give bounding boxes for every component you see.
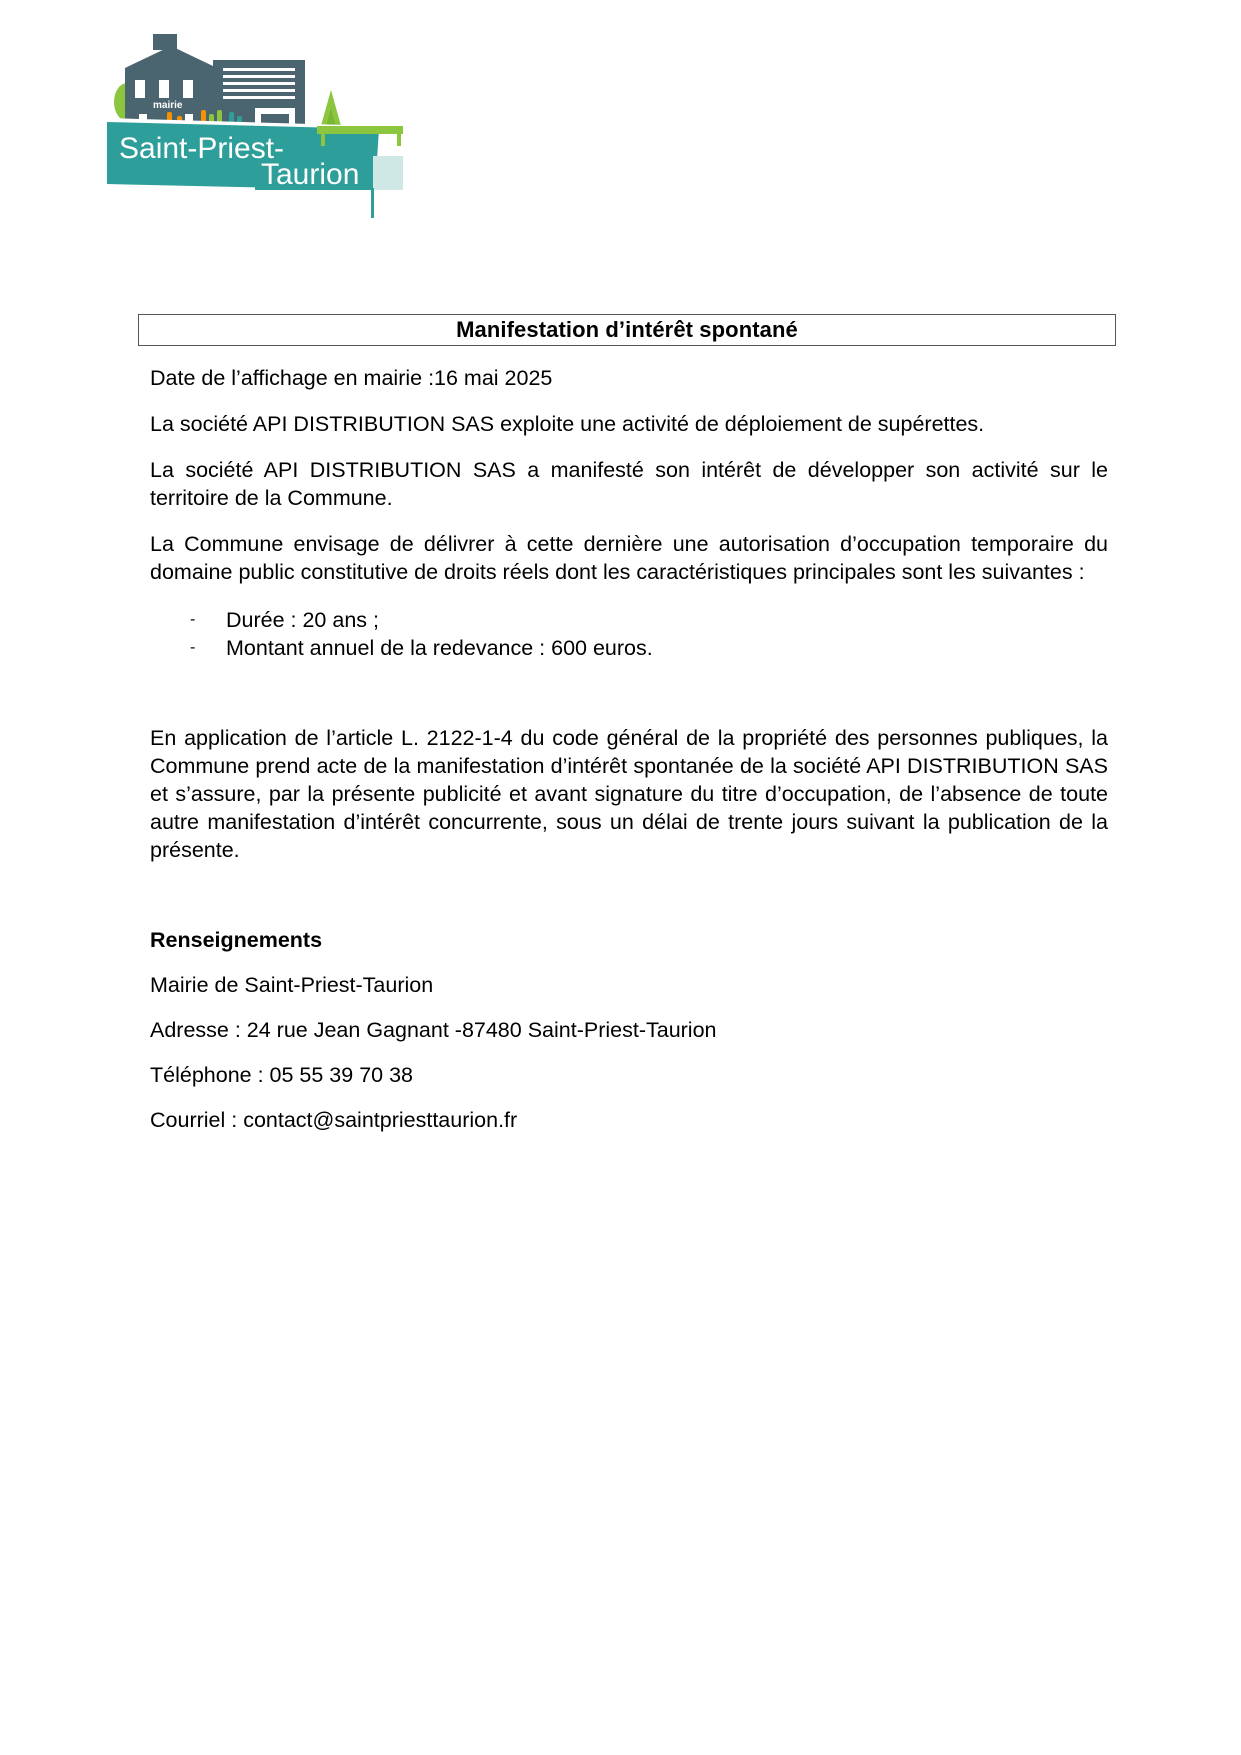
paragraph-interest: La société API DISTRIBUTION SAS a manifesté son intérêt de développer son activité sur le territoire de la Commune. <box>150 458 1108 510</box>
paragraph-activity: La société API DISTRIBUTION SAS exploite une activité de déploiement de supérettes. <box>150 412 985 436</box>
list-marker: - <box>190 611 196 628</box>
paragraph-legal: En application de l’article L. 2122-1-4 du code général de la propriété des personnes publiques, la Commune prend acte de la manifestation d’intérêt spontanée de la société API DISTRIBUTION SAS et s’assure, par la présente publicité et avant signature du titre d’occupation, de l’absence de toute autre manifestation d’intérêt concurrente, sous un délai de trente jours suivant la publication de la présente. <box>150 726 1108 862</box>
document-title: Manifestation d’intérêt spontané <box>138 314 1116 346</box>
list-item-text: Montant annuel de la redevance : 600 euros. <box>226 636 653 660</box>
municipality-logo <box>105 28 455 224</box>
list-item-text: Durée : 20 ans ; <box>226 608 379 632</box>
town-hall-logo-graphic <box>105 28 455 224</box>
building-label: mairie <box>153 100 183 111</box>
contact-phone: Téléphone : 05 55 39 70 38 <box>150 1063 413 1087</box>
characteristics-list <box>150 606 1108 662</box>
contact-heading: Renseignements <box>150 928 323 952</box>
list-marker: - <box>190 639 196 656</box>
logo-town-line2: Taurion <box>261 158 360 191</box>
list-item <box>150 606 1108 634</box>
list-item <box>150 634 1108 662</box>
logo-town-line1: Saint-Priest- <box>119 132 285 165</box>
paragraph-authorization: La Commune envisage de délivrer à cette dernière une autorisation d’occupation temporaire du domaine public constitutive de droits réels dont les caractéristiques principales sont les suivantes : <box>150 532 1108 584</box>
document-body <box>150 364 1108 1134</box>
contact-address: Adresse : 24 rue Jean Gagnant -87480 Saint-Priest-Taurion <box>150 1018 717 1042</box>
posting-date: Date de l’affichage en mairie :16 mai 2025 <box>150 366 553 390</box>
contact-email: Courriel : contact@saintpriesttaurion.fr <box>150 1108 518 1132</box>
contact-name: Mairie de Saint-Priest-Taurion <box>150 973 434 997</box>
